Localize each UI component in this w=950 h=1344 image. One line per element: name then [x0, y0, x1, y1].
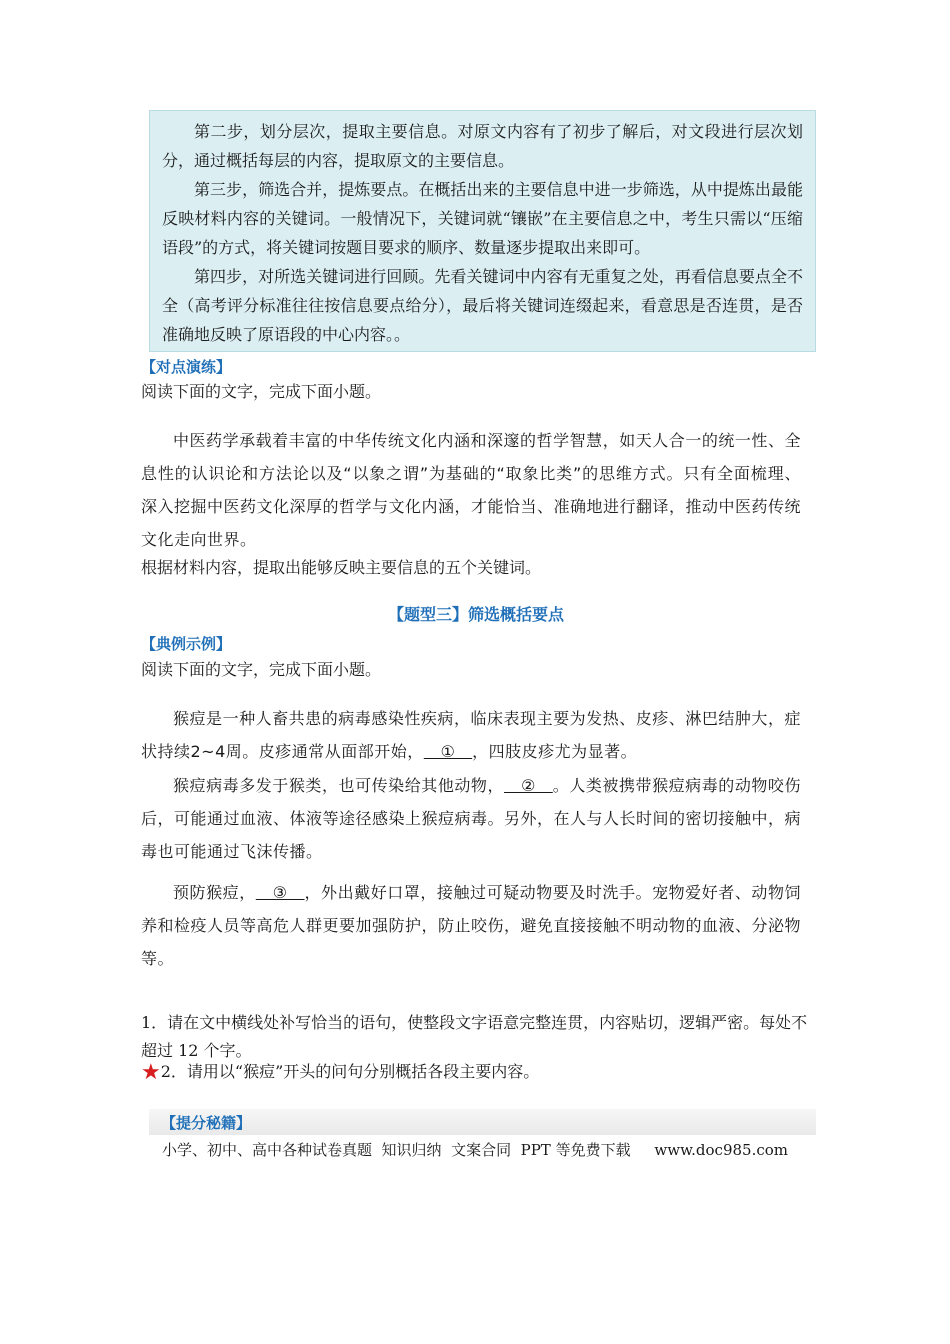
question-2-text: 2．请用以“猴痘”开头的问句分别概括各段主要内容。	[160, 1062, 540, 1081]
blank-1: ①	[423, 742, 473, 761]
practice-instruction: 阅读下面的文字，完成下面小题。	[141, 382, 382, 401]
method-tip-box	[149, 110, 816, 352]
p2-text-after: 。人类被携带猴痘病毒的动物咬伤后，可能通过血液、体液等途径感染上猴痘病毒。另外，在人与人长时间的密切接触中，病毒也可能通过飞沫传播。	[141, 776, 802, 861]
blank-2: ②	[504, 776, 553, 795]
p1-text-before: 猴痘是一种人畜共患的病毒感染性疾病，临床表现主要为发热、皮疹、淋巴结肿大，症状持续2~4周。皮疹通常从面部开始，	[141, 709, 801, 761]
star-icon: ★	[141, 1060, 161, 1085]
question-1: 1．请在文中横线处补写恰当的语句，使整段文字语意完整连贯，内容贴切，逻辑严密。每处不超过 12 个字。	[141, 1013, 808, 1060]
practice-passage-text: 中医药学承载着丰富的中华传统文化内涵和深邃的哲学智慧，如天人合一的统一性、全息性的认识论和方法论以及“以象之谓”为基础的“取象比类”的思维方式。只有全面梳理、深入挖掘中医药文化深厚的哲学与文化内涵，才能恰当、准确地进行翻译，推动中医药传统文化走向世界。	[141, 431, 802, 549]
practice-question: 根据材料内容，提取出能够反映主要信息的五个关键词。	[141, 558, 542, 577]
section-heading: 【题型三】筛选概括要点	[387, 605, 564, 624]
p2-text-before: 猴痘病毒多发于猴类，也可传染给其他动物，	[173, 776, 505, 795]
p1-text-after: ，四肢皮疹尤为显著。	[472, 742, 638, 761]
tip-paragraph-step3: 第三步，筛选合并，提炼要点。在概括出来的主要信息中进一步筛选，从中提炼出最能反映材料内容的关键词。一般情况下，关键词就“镶嵌”在主要信息之中，考生只需以“压缩语段”的方式，将关键词按题目要求的顺序、数量逐步提取出来即可。	[162, 180, 803, 257]
practice-tag: 【对点演练】	[141, 358, 232, 376]
p3-text-before: 预防猴痘，	[173, 883, 256, 902]
example-paragraph-3	[141, 876, 801, 975]
blank-3: ③	[255, 883, 305, 902]
footer-text: 小学、初中、高中各种试卷真题 知识归纳 文案合同 PPT 等免费下载 www.doc985.com	[162, 1141, 789, 1159]
tips-tag: 【提分秘籍】	[161, 1114, 252, 1132]
tips-band	[149, 1109, 816, 1135]
tip-paragraph-step4: 第四步，对所选关键词进行回顾。先看关键词中内容有无重复之处，再看信息要点全不全（高考评分标准往往按信息要点给分），最后将关键词连缀起来，看意思是否连贯，是否准确地反映了原语段的中心内容。。	[162, 267, 803, 344]
p3-text-after: ，外出戴好口罩，接触过可疑动物要及时洗手。宠物爱好者、动物饲养和检疫人员等高危人群更要加强防护，防止咬伤，避免直接接触不明动物的血液、分泌物等。	[141, 883, 802, 968]
question-2	[141, 1058, 539, 1087]
tip-paragraph-step2: 第二步，划分层次，提取主要信息。对原文内容有了初步了解后，对文段进行层次划分，通过概括每层的内容，提取原文的主要信息。	[162, 122, 803, 170]
practice-passage	[141, 424, 801, 556]
example-paragraph-1	[141, 702, 801, 768]
example-paragraph-2	[141, 769, 801, 868]
example-tag: 【典例示例】	[141, 635, 232, 653]
example-instruction: 阅读下面的文字，完成下面小题。	[141, 660, 382, 679]
